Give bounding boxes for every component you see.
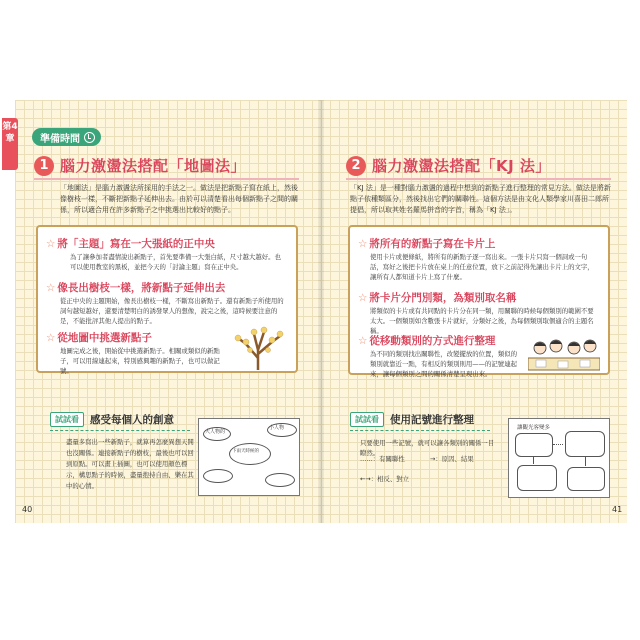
right-try-badge: 試試看 bbox=[350, 412, 384, 427]
page-number-right: 41 bbox=[612, 505, 623, 514]
page-number-left: 40 bbox=[22, 505, 33, 514]
legend-text-opposite: 相反、對立 bbox=[377, 475, 410, 483]
left-section-number: 1 bbox=[34, 156, 54, 176]
left-heading bbox=[34, 155, 246, 176]
mindmap-node bbox=[265, 473, 295, 487]
kj-group bbox=[565, 431, 605, 457]
right-point-3-title-text: 從移動類別的方式進行整理 bbox=[369, 335, 496, 347]
right-try-title: 使用記號進行整理 bbox=[390, 414, 474, 426]
kj-connector bbox=[585, 456, 586, 466]
prep-time-label bbox=[32, 128, 101, 146]
legend-text-cause: 原因、結果 bbox=[441, 455, 474, 463]
left-try-heading bbox=[50, 412, 174, 427]
legend-row-related: ……：有關聯性 bbox=[360, 455, 405, 463]
left-point-1-title-text: 將「主題」寫在一大張紙的正中央 bbox=[57, 238, 215, 250]
right-point-1-title-text: 將所有的新點子寫在卡片上 bbox=[369, 238, 496, 250]
kj-group bbox=[517, 465, 557, 491]
kj-sketch-title: 讓觀光客變多 bbox=[517, 425, 551, 431]
left-mindmap-sketch bbox=[198, 418, 300, 496]
star-icon: ☆ bbox=[46, 282, 56, 294]
right-try-divider bbox=[350, 430, 490, 432]
left-point-3-desc: 地圖完成之後，開始從中挑選新點子。相關或類似的新點子，可以用線連起來，特別感興趣的新點子，也可以做記號。 bbox=[60, 347, 220, 375]
legend-sym-arrow: → bbox=[430, 455, 436, 463]
right-point-3-title bbox=[358, 333, 495, 348]
mindmap-label-3: 下雨天時候的 bbox=[232, 449, 259, 454]
left-intro: 「地圖法」是腦力激盪法所採用的手法之一。做法是把新點子寫在紙上，然後像樹枝一樣，不斷把新點子延伸出去。由於可以清楚看出每個新點子之間的關係，所以適合用在許多新點子之中挑選出比較好的點子。 bbox=[60, 184, 298, 214]
star-icon: ☆ bbox=[358, 335, 368, 347]
right-section-title: 腦力激盪法搭配「KJ 法」 bbox=[372, 157, 551, 175]
star-icon: ☆ bbox=[46, 332, 56, 344]
right-kj-sketch bbox=[508, 418, 610, 498]
star-icon: ☆ bbox=[358, 292, 368, 304]
right-try-heading bbox=[350, 412, 474, 427]
legend-sym-dotted: …… bbox=[360, 455, 373, 463]
left-try-badge: 試試看 bbox=[50, 412, 84, 427]
legend-row-opposite: ←→：相反、對立 bbox=[360, 475, 410, 483]
right-point-2-title bbox=[358, 290, 516, 305]
right-point-1-title bbox=[358, 236, 495, 251]
mindmap-label-1: 大人物的 bbox=[205, 429, 226, 435]
left-point-2-title bbox=[46, 280, 225, 295]
left-point-3-title bbox=[46, 330, 152, 345]
left-heading-underline bbox=[34, 178, 299, 180]
mindmap-center-node bbox=[229, 443, 271, 465]
right-heading bbox=[346, 155, 551, 176]
mindmap-node bbox=[203, 469, 233, 483]
right-point-3-desc: 為不同的類別找出關聯性，改變擺放的位置，類似的類別就靠近一點，有相反的類別則用——的記號連起來，讓每個類別之間的關係清楚呈現出來。 bbox=[370, 350, 517, 378]
kj-connector bbox=[553, 444, 563, 445]
star-icon: ☆ bbox=[46, 238, 56, 250]
kj-group bbox=[567, 467, 605, 491]
right-point-2-desc: 將類似的卡片或有共同點的卡片分在同一類，用關聯的時候每個類別的範圍不要太大。一個類別如含數張卡片就好，分類好之後，為每個類別取個適合的主題名稱。 bbox=[370, 307, 594, 335]
right-section-number: 2 bbox=[346, 156, 366, 176]
star-icon: ☆ bbox=[358, 238, 368, 250]
prep-time-text: 準備時間 bbox=[40, 133, 80, 145]
kj-group bbox=[515, 433, 553, 457]
legend bbox=[360, 454, 500, 484]
tree-illustration bbox=[228, 322, 288, 372]
right-point-2-title-text: 將卡片分門別類，為類別取名稱 bbox=[369, 292, 517, 304]
left-try-title: 感受每個人的創意 bbox=[90, 414, 174, 426]
legend-text-related: 有關聯性 bbox=[379, 455, 405, 463]
left-point-2-title-text: 像長出樹枝一樣，將新點子延伸出去 bbox=[57, 282, 226, 294]
right-point-1-desc: 使用卡片或便條紙，將所有的新點子逐一寫出來。一張卡片只寫一個詞或一句話，寫好之後把卡片放在桌上的任意位置，放下之前記得先讓出卡片上的文字，讓所有人都知道卡片上寫了什麼。 bbox=[370, 253, 594, 281]
legend-row-cause: →：原因、結果 bbox=[430, 455, 474, 463]
left-point-1-desc: 為了讓參加者盡情說出新點子，首先要準備一大張白紙，尺寸越大越好。也可以使用教室的黑板，並把今天的「討論主題」寫在正中央。 bbox=[70, 253, 281, 271]
right-intro: 「KJ 法」是一種對腦力激盪的過程中想到的新點子進行整理的常見方法。做法是將新點子依種類區分，然後找出它們的關聯性。這個方法是由文化人類學家川喜田二郎所提倡，所以取其姓名羅馬拼音的字首，稱為「KJ 法」。 bbox=[350, 184, 611, 214]
left-try-divider bbox=[50, 430, 190, 432]
left-try-desc: 盡量多寫出一些新點子，就算再怎麼異想天開也沒關係。連接新點子的樹枝，最後也可以回到原點。可以畫上插圖，也可以使用顏色標示，構思點子的時候，盡量抱持自由、樂在其中的心情。 bbox=[66, 438, 194, 490]
right-try-desc: 只要使用一些記號，就可以讓各類別的關係一目瞭然。 bbox=[360, 439, 495, 457]
left-point-3-title-text: 從地圖中挑選新點子 bbox=[57, 332, 152, 344]
left-section-title: 腦力激盪法搭配「地圖法」 bbox=[60, 157, 247, 175]
left-point-2-desc: 從正中央的主題開始，像長出樹枝一樣，不斷寫出新點子。還有新點子所使用的詞句越短越好，還要清楚明白的誘發眾人的想像，說完之後，這時候要注意的是，不能批評其他人提出的點子。 bbox=[60, 297, 284, 325]
right-heading-underline bbox=[346, 178, 611, 180]
kj-connector bbox=[533, 456, 534, 464]
legend-sym-double-arrow: ←→ bbox=[360, 475, 371, 483]
book-gutter bbox=[318, 100, 324, 523]
clock-icon bbox=[84, 132, 95, 143]
left-point-1-title bbox=[46, 236, 215, 251]
mindmap-label-2: 小人物 bbox=[269, 425, 285, 431]
chapter-tab: 第4章 bbox=[2, 118, 18, 170]
kids-illustration bbox=[528, 336, 600, 372]
